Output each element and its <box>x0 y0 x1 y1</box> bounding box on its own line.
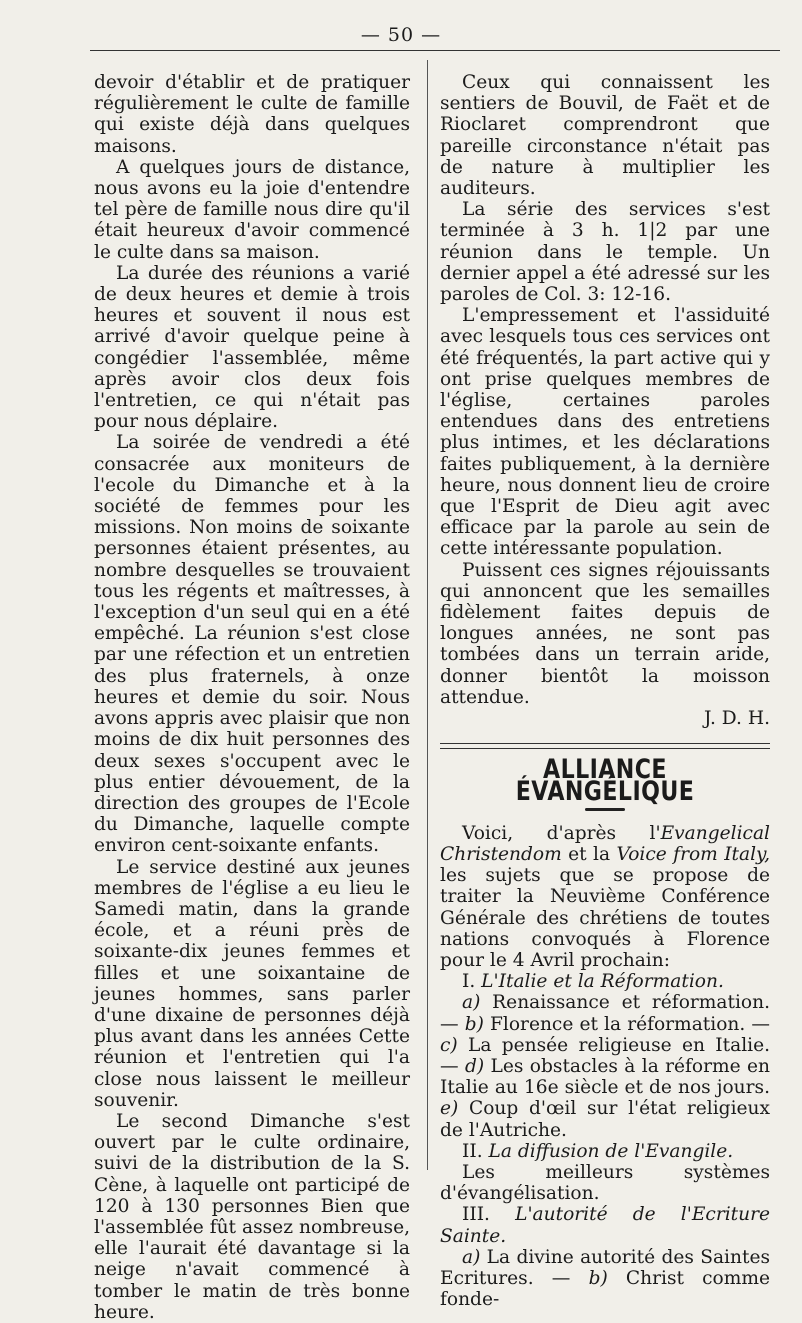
section-divider <box>440 743 770 749</box>
left-paragraph-3: La durée des réunions a varié de deux heures et demie à trois heures et souvent il nous est arrivé d'avoir quelque peine à congédier l'assemblée, même après avoir clos deux fois l'entretien, ce qui n'était pas pour nous déplaire. <box>94 262 410 433</box>
section-title: ALLIANCE ÉVANGÉLIQUE <box>515 754 695 807</box>
source-voice-from-italy: Voice from Italy, <box>616 843 770 865</box>
left-paragraph-4: La soirée de vendredi a été consacrée aux moniteurs de l'ecole du Dimanche et à la société de femmes pour les missions. Non moins de soixante personnes étaient présentes, au nombre desquelles se trouvaient tous les régents et maîtresses, à l'exception d'un seul qui en a été empêché. La réunion s'est close par une réfection et un entretien des plus fraternels, à onze heures et demie du soir. Nous avons appris avec plaisir que non moins de dix huit personnes des deux sexes s'occupent avec le plus entier dévouement, de la direction des groupes de l'Ecole du Dimanche, laquelle compte environ cent-soixante enfants. <box>94 432 410 857</box>
signature-line <box>440 708 770 729</box>
column-divider <box>427 60 428 1170</box>
title-ornament <box>585 808 625 811</box>
topic-3-heading: III. L'autorité de l'Ecriture Sainte. <box>440 1204 770 1247</box>
topic-1-items: a) Renaissance et réformation. — b) Florence et la réformation. — c) La pensée religieuse en Italie. — d) Les obstacles à la réforme en Italie au 16e siècle et de nos jours. e) Coup d'œil sur l'état religieux de l'Autriche. <box>440 992 771 1141</box>
left-paragraph-1: devoir d'établir et de pratiquer régulièrement le culte de famille qui existe déjà dans quelques maisons. <box>94 72 410 157</box>
left-paragraph-6: Le second Dimanche s'est ouvert par le culte ordinaire, suivi de la distribution de la S. Cène, à laquelle ont participé de 120 à 130 personnes Bien que l'assemblée fût assez nombreuse, elle l'aurait été davantage si la neige n'avait commencé à tomber le matin de très bonne heure. <box>94 1110 410 1323</box>
header-rule <box>90 50 780 51</box>
topic-2-text: Les meilleurs systèmes d'évangélisation. <box>440 1161 770 1205</box>
topic-2-heading: II. La diffusion de l'Evangile. <box>462 1140 734 1162</box>
right-paragraph-1: Ceux qui connaissent les sentiers de Bouvil, de Faët et de Rioclaret comprendront que pareille circonstance n'était pas de nature à multiplier les auditeurs. <box>440 72 770 200</box>
left-paragraph-2: A quelques jours de distance, nous avons eu la joie d'entendre tel père de famille nous dire qu'il était heureux d'avoir commencé le culte dans sa maison. <box>94 156 410 263</box>
right-column <box>440 72 770 1310</box>
page-number: — 50 — <box>360 24 442 46</box>
right-paragraph-3: L'empressement et l'assiduité avec lesquels tous ces services ont été fréquentés, la part active qui y ont prise quelques membres de l'église, certaines paroles entendues dans des entretiens plus intimes, et les déclarations faites publiquement, à la dernière heure, nous donnent lieu de croire que l'Esprit de Dieu agit avec efficace par la parole au sein de cette intéressante population. <box>440 305 770 560</box>
source-evangelical-christendom: Evangelical Christendom <box>440 822 770 865</box>
right-paragraph-2: La série des services s'est terminée à 3 h. 1|2 par une réunion dans le temple. Un dernier appel a été adressé sur les paroles de Col. 3: 12-16. <box>440 199 770 306</box>
topic-1-heading: I. L'Italie et la Réformation. <box>462 971 724 993</box>
alliance-intro: Voici, d'après l'Evangelical Christendom et la Voice from Italy, les sujets que se propose de traiter la Neuvième Conférence Générale des chrétiens de toutes nations convoqués à Florence pour le 4 Avril prochain: <box>440 822 770 971</box>
left-column <box>94 72 410 1323</box>
topic-3-items: a) La divine autorité des Saintes Ecritures. — b) Christ comme fonde- <box>440 1246 771 1311</box>
right-paragraph-4: Puissent ces signes réjouissants qui annoncent que les semailles fidèlement faites depuis de longues années, ne sont pas tombées dans un terrain aride, donner bientôt la moisson attendue. <box>440 559 770 708</box>
article-signature: J. D. H. <box>703 708 770 730</box>
left-paragraph-5: Le service destiné aux jeunes membres de l'église a eu lieu le Samedi matin, dans la grande école, et a réuni près de soixante-dix jeunes femmes et filles et une soixantaine de jeunes hommes, sans parler d'une dixaine de personnes déjà plus avant dans les années Cette réunion et l'entretien qui l'a close nous laissent le meilleur souvenir. <box>94 856 410 1111</box>
